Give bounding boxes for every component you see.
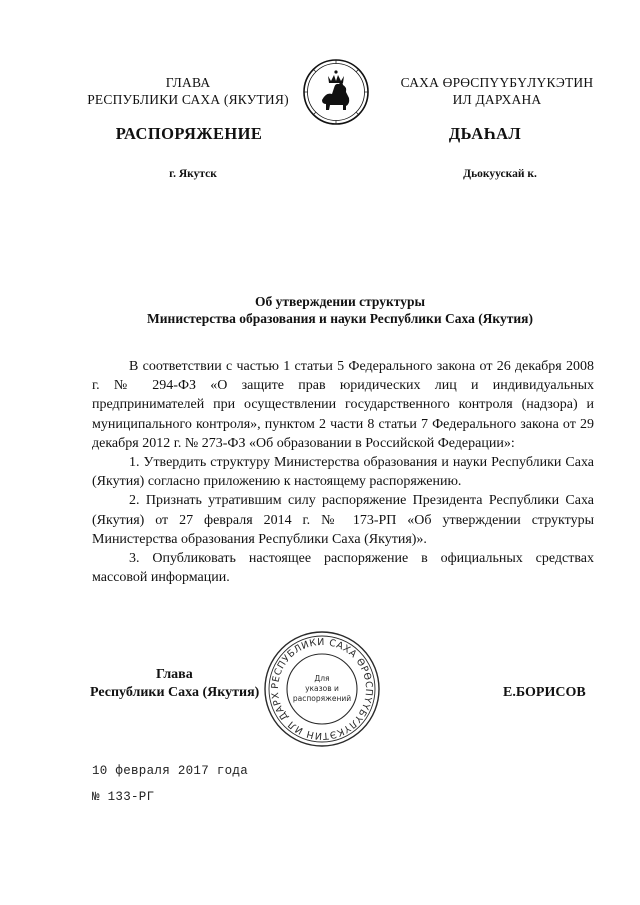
- body-item-3: 3. Опубликовать настоящее распоряжение в официальных средствах массовой информации.: [92, 551, 594, 586]
- header-right-line1: САХА ӨРӨСПҮҮБҮЛҮКЭТИН: [400, 75, 594, 90]
- city-ru: г. Якутск: [169, 168, 217, 180]
- header-right-line2: ИЛ ДАРХАНА: [452, 92, 542, 107]
- body-item-1: 1. Утвердить структуру Министерства образования и науки Республики Саха (Якутия) согласно приложению к настоящему распоряжению.: [92, 455, 594, 490]
- doc-type-ru: РАСПОРЯЖЕНИЕ: [115, 124, 263, 143]
- document-number: № 133-РГ: [92, 790, 155, 804]
- title-line2: Министерства образования и науки Республики Саха (Якутия): [147, 311, 533, 326]
- title-line1: Об утверждении структуры: [254, 294, 425, 309]
- seal-ring-text: РЕСПУБЛИКИ САХА ӨРӨСПҮҮБҮЛҮКЭТИН ИЛ ДАРХ: [269, 636, 375, 742]
- header-left-line2: РЕСПУБЛИКИ САХА (ЯКУТИЯ): [87, 92, 289, 107]
- signatory-name: Е.БОРИСОВ: [503, 685, 586, 700]
- document-date: 10 февраля 2017 года: [92, 764, 249, 778]
- seal-center-line3: распоряжений: [292, 694, 352, 703]
- seal-center-line1: Для: [314, 674, 330, 683]
- body-item-2: 2. Признать утратившим силу распоряжение Президента Республики Саха (Якутия) от 27 февраля 2014 г. № 173-РП «Об утверждении структуры Министерства образования Республики Саха (Якутия)».: [92, 493, 594, 547]
- header-left: [68, 74, 308, 108]
- document-title: [60, 293, 620, 327]
- signature-title-line2: Республики Саха (Якутия): [90, 685, 260, 700]
- coat-of-arms-icon: [302, 58, 370, 126]
- official-seal-icon: [262, 629, 382, 749]
- header-right: [372, 74, 622, 108]
- body-preamble: В соответствии с частью 1 статьи 5 Федерального закона от 26 декабря 2008 г. № 294-ФЗ «О защите прав юридических лиц и индивидуальных предпринимателей при осуществлении государственного контроля (надзора) и муниципального контроля», пунктом 2 части 8 статьи 7 Федерального закона от 29 декабря 2012 г. № 273-ФЗ «Об образовании в Российской Федерации»:: [92, 359, 594, 451]
- signature-title: [90, 666, 290, 702]
- document-body: [92, 357, 594, 587]
- city-sakha: Дьокуускай к.: [463, 168, 537, 180]
- seal-center-line2: указов и: [305, 684, 339, 693]
- header-left-line1: ГЛАВА: [165, 75, 211, 90]
- doc-type-sakha: ДЬАҺАЛ: [448, 124, 522, 143]
- signature-title-line1: Глава: [156, 667, 193, 682]
